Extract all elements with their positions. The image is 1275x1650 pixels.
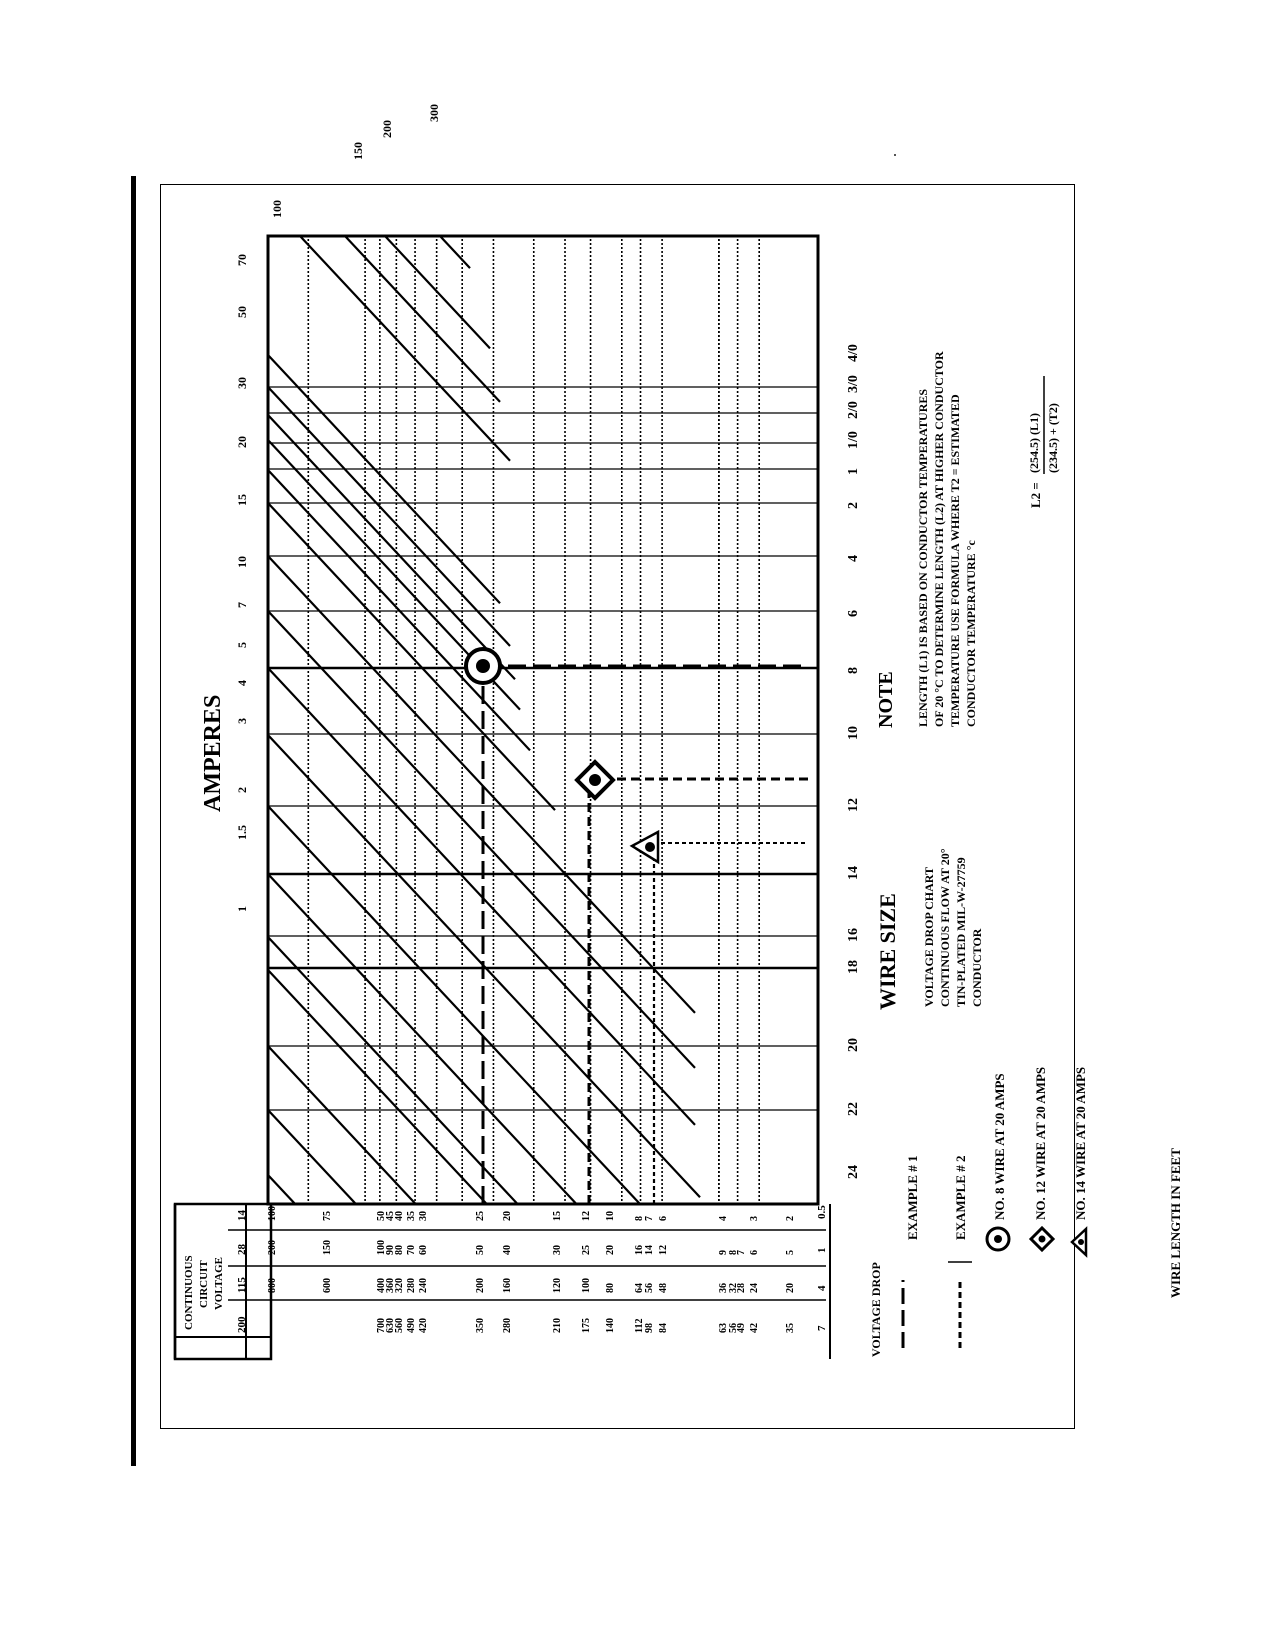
- ampere-line: [385, 236, 490, 348]
- legend-marker-no14-label: NO. 14 WIRE AT 20 AMPS: [1073, 1066, 1088, 1220]
- voltage-column-header: 14: [236, 1210, 248, 1221]
- wire-size-tick-label: 10: [846, 726, 861, 740]
- voltage-table-cell: 280: [406, 1278, 417, 1293]
- voltage-table-cell: 70: [406, 1245, 417, 1255]
- voltage-table-cell: 7: [736, 1250, 747, 1255]
- chart-caption-line: VOLTAGE DROP CHART: [922, 866, 936, 1007]
- voltage-table-cell: 8: [728, 1250, 739, 1255]
- legend: [903, 1067, 1088, 1348]
- voltage-table-cell: 56: [644, 1283, 655, 1293]
- voltage-table-cell: 30: [418, 1211, 429, 1221]
- voltage-table-cell: 112: [634, 1318, 645, 1333]
- voltage-table-cell: 15: [552, 1211, 563, 1221]
- voltage-table-cell: 100: [376, 1240, 387, 1255]
- voltage-table-cell: 30: [552, 1245, 563, 1255]
- voltage-table-cell: 32: [728, 1283, 739, 1293]
- voltage-table-cell: 400: [376, 1278, 387, 1293]
- voltage-drop-label: VOLTAGE DROP: [869, 1262, 883, 1357]
- ampere-line: [268, 874, 576, 1204]
- voltage-table-cell: 60: [418, 1245, 429, 1255]
- voltage-drop-value: 1: [816, 1247, 828, 1253]
- voltage-table-cell: 7: [644, 1216, 655, 1221]
- ampere-line: [268, 937, 518, 1204]
- voltage-table-cell: 240: [418, 1278, 429, 1293]
- ampere-tick-label: 15: [235, 494, 249, 506]
- ampere-line: [300, 236, 510, 461]
- voltage-table-cell: 630: [385, 1318, 396, 1333]
- voltage-table-cell: 40: [394, 1211, 405, 1221]
- note-line: CONDUCTOR TEMPERATURE °c: [964, 540, 978, 727]
- marker-no12-dot: [589, 774, 601, 786]
- legend-circle-dot: [994, 1235, 1002, 1243]
- ampere-line: [268, 387, 510, 646]
- voltage-table-cell: 36: [718, 1283, 729, 1293]
- voltage-table-cell: 10: [605, 1211, 616, 1221]
- voltage-table-header-line: CONTINUOUS: [183, 1255, 195, 1330]
- voltage-table-cell: 3: [749, 1216, 760, 1221]
- voltage-table-cell: 45: [385, 1211, 396, 1221]
- wire-size-tick-label: 20: [846, 1038, 861, 1052]
- formula-numerator: (254.5) (L1): [1027, 413, 1041, 473]
- note-line: OF 20 °C TO DETERMINE LENGTH (L2) AT HIGHER CONDUCTOR: [932, 351, 946, 727]
- wire-size-tick-label: 3/0: [846, 375, 861, 393]
- voltage-table-cell: 6: [749, 1250, 760, 1255]
- voltage-table-cell: 350: [475, 1318, 486, 1333]
- note-line: TEMPERATURE USE FORMULA WHERE T2 = ESTIMATED: [948, 394, 962, 727]
- voltage-table-cell: 360: [385, 1278, 396, 1293]
- legend-diamond-dot: [1039, 1236, 1046, 1243]
- wire-size-tick-label: 2/0: [846, 401, 861, 419]
- ampere-line: [268, 1175, 295, 1204]
- wire-size-tick-label: 4/0: [846, 344, 861, 362]
- voltage-table-cell: 175: [581, 1318, 592, 1333]
- chart-caption-line: CONDUCTOR: [970, 928, 984, 1007]
- ampere-tick-label: 30: [235, 377, 249, 389]
- voltage-table-cell: 320: [394, 1278, 405, 1293]
- ampere-tick-label: 1.5: [235, 825, 249, 840]
- voltage-table-cell: 200: [475, 1278, 486, 1293]
- voltage-table-cell: 98: [644, 1323, 655, 1333]
- marker-no14-dot: [645, 842, 655, 852]
- legend-example-1-label: EXAMPLE # 1: [905, 1155, 920, 1240]
- wire-size-tick-label: 22: [846, 1102, 861, 1116]
- wire-size-tick-label: 18: [846, 960, 861, 974]
- ampere-line: [268, 470, 530, 750]
- voltage-table-cell: 28: [736, 1283, 747, 1293]
- voltage-table-cell: 12: [658, 1245, 669, 1255]
- note-line: LENGTH (L1) IS BASED ON CONDUCTOR TEMPERATURES: [916, 388, 930, 727]
- wire-size-tick-label: 4: [846, 555, 861, 562]
- voltage-table-cell: 25: [581, 1245, 592, 1255]
- chart-caption-line: TIN-PLATED MIL-W-27759: [954, 857, 968, 1007]
- voltage-table-cell: 16: [634, 1245, 645, 1255]
- voltage-table-cell: 25: [475, 1211, 486, 1221]
- marker-no8-dot: [476, 659, 490, 673]
- voltage-table-cell: 200: [267, 1240, 278, 1255]
- wire-size-tick-label: 1: [846, 468, 861, 475]
- voltage-table-cell: 64: [634, 1283, 645, 1293]
- ampere-line: [268, 415, 515, 679]
- legend-example-2-label: EXAMPLE # 2: [953, 1155, 968, 1240]
- ampere-tick-label: 300: [427, 104, 441, 122]
- legend-triangle-dot: [1078, 1239, 1084, 1245]
- ampere-tick-label: 150: [351, 142, 365, 160]
- y-axis-title: WIRE LENGTH IN FEET: [1168, 1148, 1183, 1298]
- wire-length-grid: [308, 239, 759, 1201]
- voltage-table-cell: 80: [605, 1283, 616, 1293]
- wire-size-grid: [268, 387, 818, 1110]
- voltage-drop-value: 7: [816, 1325, 828, 1331]
- wire-size-tick-label: 24: [846, 1165, 861, 1179]
- voltage-table-cell: 50: [376, 1211, 387, 1221]
- chart-caption-line: CONTINUOUS FLOW AT 20°: [938, 848, 952, 1007]
- voltage-column-header: 115: [236, 1277, 248, 1293]
- voltage-table-cell: 4: [718, 1216, 729, 1221]
- formula-denominator: (234.5) + (T2): [1046, 403, 1060, 473]
- voltage-table-header-line: VOLTAGE: [213, 1257, 225, 1310]
- wire-size-tick-label: 8: [846, 667, 861, 674]
- voltage-table-cell: 56: [728, 1323, 739, 1333]
- voltage-table-cell: 42: [749, 1323, 760, 1333]
- voltage-table-cell: 280: [502, 1318, 513, 1333]
- voltage-table-cell: 560: [394, 1318, 405, 1333]
- voltage-table-cell: 160: [502, 1278, 513, 1293]
- ampere-tick-label: 70: [235, 254, 249, 266]
- ampere-line: [345, 236, 500, 402]
- legend-marker-no12-label: NO. 12 WIRE AT 20 AMPS: [1033, 1066, 1048, 1220]
- voltage-table-cell: 80: [394, 1245, 405, 1255]
- voltage-table-cell: 75: [322, 1211, 333, 1221]
- ampere-tick-label: 10: [235, 556, 249, 568]
- ampere-tick-label: 4: [235, 680, 249, 686]
- ampere-tick-label: 3: [235, 718, 249, 724]
- voltage-table-cell: 5: [785, 1250, 796, 1255]
- voltage-table-cell: 8: [634, 1216, 645, 1221]
- formula-lhs: L2 =: [1028, 482, 1043, 508]
- wire-size-tick-label: 2: [846, 502, 861, 509]
- voltage-column-header: 200: [236, 1316, 248, 1333]
- ampere-tick-label: 200: [380, 120, 394, 138]
- wire-size-tick-label: 6: [846, 610, 861, 617]
- voltage-table-cell: 6: [658, 1216, 669, 1221]
- voltage-table-cell: 63: [718, 1323, 729, 1333]
- voltage-table-cell: 49: [736, 1323, 747, 1333]
- voltage-table-cell: 14: [644, 1245, 655, 1255]
- voltage-table-cell: 40: [502, 1245, 513, 1255]
- voltage-table-cell: 120: [552, 1278, 563, 1293]
- ampere-line: [268, 355, 500, 603]
- note-title: NOTE: [875, 671, 897, 728]
- voltage-table-cell: 50: [475, 1245, 486, 1255]
- ampere-tick-label: 100: [270, 200, 284, 218]
- x-axis-title: WIRE SIZE: [875, 893, 900, 1010]
- voltage-table-cell: 600: [322, 1278, 333, 1293]
- voltage-table-cell: 490: [406, 1318, 417, 1333]
- voltage-table-cell: 2: [785, 1216, 796, 1221]
- wire-size-tick-label: 1/0: [846, 431, 861, 449]
- voltage-table-cell: 35: [785, 1323, 796, 1333]
- wire-size-tick-label: 16: [846, 928, 861, 942]
- ampere-line: [440, 236, 470, 268]
- voltage-table-cell: 800: [267, 1278, 278, 1293]
- voltage-table-cell: 150: [322, 1240, 333, 1255]
- voltage-table-cell: 700: [376, 1318, 387, 1333]
- voltage-table-cell: 20: [785, 1283, 796, 1293]
- voltage-table-header-line: CIRCUIT: [198, 1260, 210, 1308]
- voltage-table-cell: 140: [605, 1318, 616, 1333]
- voltage-drop-value: 0.5: [816, 1205, 828, 1219]
- ampere-tick-label: 20: [235, 436, 249, 448]
- voltage-table-cell: 20: [605, 1245, 616, 1255]
- ampere-tick-label: 1: [235, 906, 249, 912]
- voltage-table-cell: 100: [267, 1206, 278, 1221]
- voltage-table-cell: 90: [385, 1245, 396, 1255]
- ampere-tick-label: 7: [235, 602, 249, 608]
- voltage-drop-value: 4: [816, 1285, 828, 1291]
- ampere-tick-label: 2: [235, 787, 249, 793]
- legend-marker-no8-label: NO. 8 WIRE AT 20 AMPS: [992, 1073, 1007, 1220]
- voltage-table-cell: 48: [658, 1283, 669, 1293]
- voltage-table-cell: 20: [502, 1211, 513, 1221]
- voltage-table-cell: 12: [581, 1211, 592, 1221]
- voltage-table-cell: 210: [552, 1318, 563, 1333]
- ampere-tick-label: 50: [235, 306, 249, 318]
- voltage-table-cell: 35: [406, 1211, 417, 1221]
- wire-size-tick-label: 14: [846, 866, 861, 880]
- ampere-tick-label: 5: [235, 642, 249, 648]
- voltage-column-header: 28: [236, 1244, 248, 1255]
- chart-title: AMPERES: [200, 694, 226, 812]
- voltage-table-cell: 84: [658, 1323, 669, 1333]
- voltage-table-cell: 9: [718, 1250, 729, 1255]
- voltage-table-cell: 420: [418, 1318, 429, 1333]
- voltage-table-cell: 24: [749, 1283, 760, 1293]
- voltage-table-cell: 100: [581, 1278, 592, 1293]
- wire-size-tick-label: 12: [846, 798, 861, 812]
